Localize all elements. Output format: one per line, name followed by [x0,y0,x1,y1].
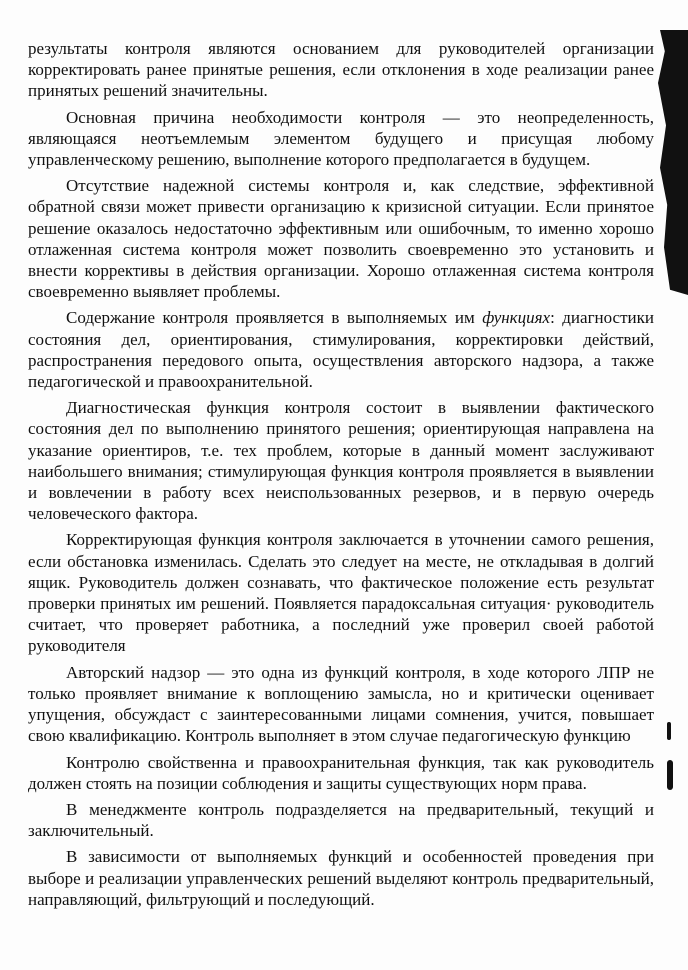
paragraph-1-text: результаты контроля являются основанием для руководителей организации корректировать ранее принятые решения, если отклонения в ходе реализации ранее принятых решений значительны. [28,39,654,101]
paragraph-6 [28,529,654,656]
paragraph-4 [28,307,654,392]
paragraph-6-text: Корректирующая функция контроля заключается в уточнении самого решения, если обстановка изменилась. Сделать это следует на месте, не откладывая в долгий ящик. Руководитель должен сознавать, что фактическое положение есть результат проверки принятых им решений. Появляется парадоксальная ситуация· руководитель считает, что проверяет работника, а последний уже проверил своей работой руководителя [28,530,654,656]
paragraph-7 [28,662,654,747]
paragraph-4-text-end: : диагностики состояния дел, ориентирования, стимулирования, корректировки действий, распространения передового опыта, осуществления авторского надзора, а также педагогической и правоохранительной. [28,308,654,392]
scan-edge-shadow [648,30,688,295]
scan-speck-mark-large [667,760,673,790]
paragraph-8-text: Контролю свойственна и правоохранительная функция, так как руководитель должен стоять на позиции соблюдения и защиты существующих норм права. [28,752,654,793]
paragraph-9 [28,799,654,841]
paragraph-10-text: В зависимости от выполняемых функций и особенностей проведения при выборе и реализации управленческих решений выделяют контроль предварительный, направляющий, фильтрующий и последующий. [28,847,654,909]
scan-speck-mark [667,722,671,740]
paragraph-7-text: Авторский надзор — это одна из функций контроля, в ходе которого ЛПР не только проявляет внимание к воплощению замысла, но и критически оценивает упущения, обсуждаст с заинтересованными лицами сомнения, учится, повышает свою квалификацию. Контроль выполняет в этом случае педагогическую функцию [28,662,654,746]
paragraph-5-text: Диагностическая функция контроля состоит в выявлении фактического состояния дел по выполнению принятого решения; ориентирующая направлена на указание ориентиров, т.е. тех проблем, которые в данный момент заслуживают наибольшего внимания; стимулирующая функция контроля проявляется в выявлении и вовлечении в работу всех неиспользованных резервов, и в первую очередь человеческого фактора. [28,398,654,524]
page-body-text [28,38,654,915]
paragraph-3-text: Отсутствие надежной системы контроля и, как следствие, эффективной обратной связи может привести организацию к кризисной ситуации. Если принятое решение оказалось недостаточно эффективным или ошибочным, то именно хорошо отлаженная система контроля может позволить своевременно это установить и внести коррективы в действия организации. Хорошо отлаженная система контроля своевременно выявляет проблемы. [28,176,654,302]
paragraph-2-text: Основная причина необходимости контроля — это неопределенность, являющаяся неотъемлемым элементом будущего и присущая любому управленческому решению, выполнение которого предполагается в будущем. [28,107,654,170]
paragraph-3 [28,175,654,302]
paragraph-4-text-start: Содержание контроля проявляется в выполняемых им [66,308,483,328]
paragraph-5 [28,397,654,524]
paragraph-4-italic-term: функциях [482,308,551,328]
paragraph-1 [28,38,654,102]
paragraph-9-text: В менеджменте контроль подразделяется на предварительный, текущий и заключительный. [28,799,654,841]
paragraph-10 [28,846,654,910]
paragraph-8 [28,752,654,794]
paragraph-2 [28,107,654,171]
